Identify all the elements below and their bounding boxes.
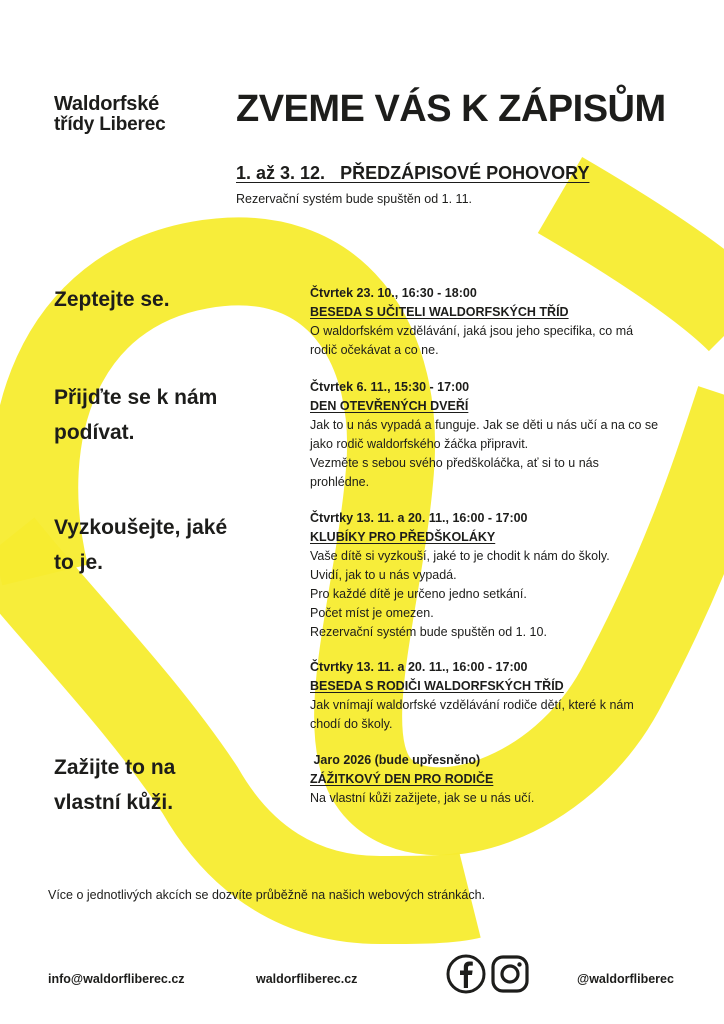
event-item [310,509,700,642]
heading-experience: Zažijte to na vlastní kůži. [54,756,176,814]
event-item [310,284,700,360]
prezapis-note: Rezervační systém bude spuštěn od 1. 11. [236,192,473,206]
page-title: ZVEME VÁS K ZÁPISŮM [236,88,666,130]
logo [54,94,165,135]
event-item [310,378,700,492]
event-description: Jak to u nás vypadá a funguje. Jak se děti u nás učí a na co se jako rodič waldorfského žáčka připravit. Vezměte s sebou svého předškoláčka, ať si to u nás prohlédne. [310,418,659,489]
event-title: KLUBÍKY PRO PŘEDŠKOLÁKY [310,530,496,544]
prezapis-heading: 1. až 3. 12. PŘEDZÁPISOVÉ POHOVORY [236,163,590,183]
social-handle[interactable]: @waldorfliberec [577,972,674,986]
email-link[interactable]: info@waldorfliberec.cz [48,972,185,986]
event-description: Vaše dítě si vyzkouší, jaké to je chodit k nám do školy. Uvidí, jak to u nás vypadá. Pro každé dítě je určeno jedno setkání. Počet míst je omezen. Rezervační systém bude spuštěn od 1. 10. [310,549,610,639]
heading-visit: Přijďte se k nám podívat. [54,386,218,444]
event-item [310,658,700,734]
event-date: Jaro 2026 (bude upřesněno) [310,753,481,767]
footer-more-info: Více o jednotlivých akcích se dozvíte průběžně na našich webových stránkách. [48,888,486,902]
logo-line-2: třídy Liberec [54,114,166,135]
website-link[interactable]: waldorfliberec.cz [256,972,358,986]
facebook-icon[interactable] [446,954,486,994]
event-date: Čtvrtek 23. 10., 16:30 - 18:00 [310,286,477,300]
event-title: BESEDA S RODIČI WALDORFSKÝCH TŘÍD [310,679,564,693]
event-title: BESEDA S UČITELI WALDORFSKÝCH TŘÍD [310,305,569,319]
event-description: Na vlastní kůži zažijete, jak se u nás učí. [310,791,535,805]
instagram-icon[interactable] [490,954,530,994]
event-item [310,751,700,808]
event-date: Čtvrtky 13. 11. a 20. 11., 16:00 - 17:00 [310,511,528,525]
heading-ask: Zeptejte se. [54,288,170,311]
event-date: Čtvrtek 6. 11., 15:30 - 17:00 [310,380,470,394]
heading-try: Vyzkoušejte, jaké to je. [54,516,228,574]
event-description: Jak vnímají waldorfské vzdělávání rodiče dětí, které k nám chodí do školy. [310,698,634,731]
event-description: O waldorfském vzdělávání, jaká jsou jeho specifika, co má rodič očekávat a co ne. [310,324,634,357]
event-date: Čtvrtky 13. 11. a 20. 11., 16:00 - 17:00 [310,660,528,674]
event-title: ZÁŽITKOVÝ DEN PRO RODIČE [310,772,494,786]
logo-line-1: Waldorfské [54,93,160,115]
event-title: DEN OTEVŘENÝCH DVEŘÍ [310,399,469,413]
